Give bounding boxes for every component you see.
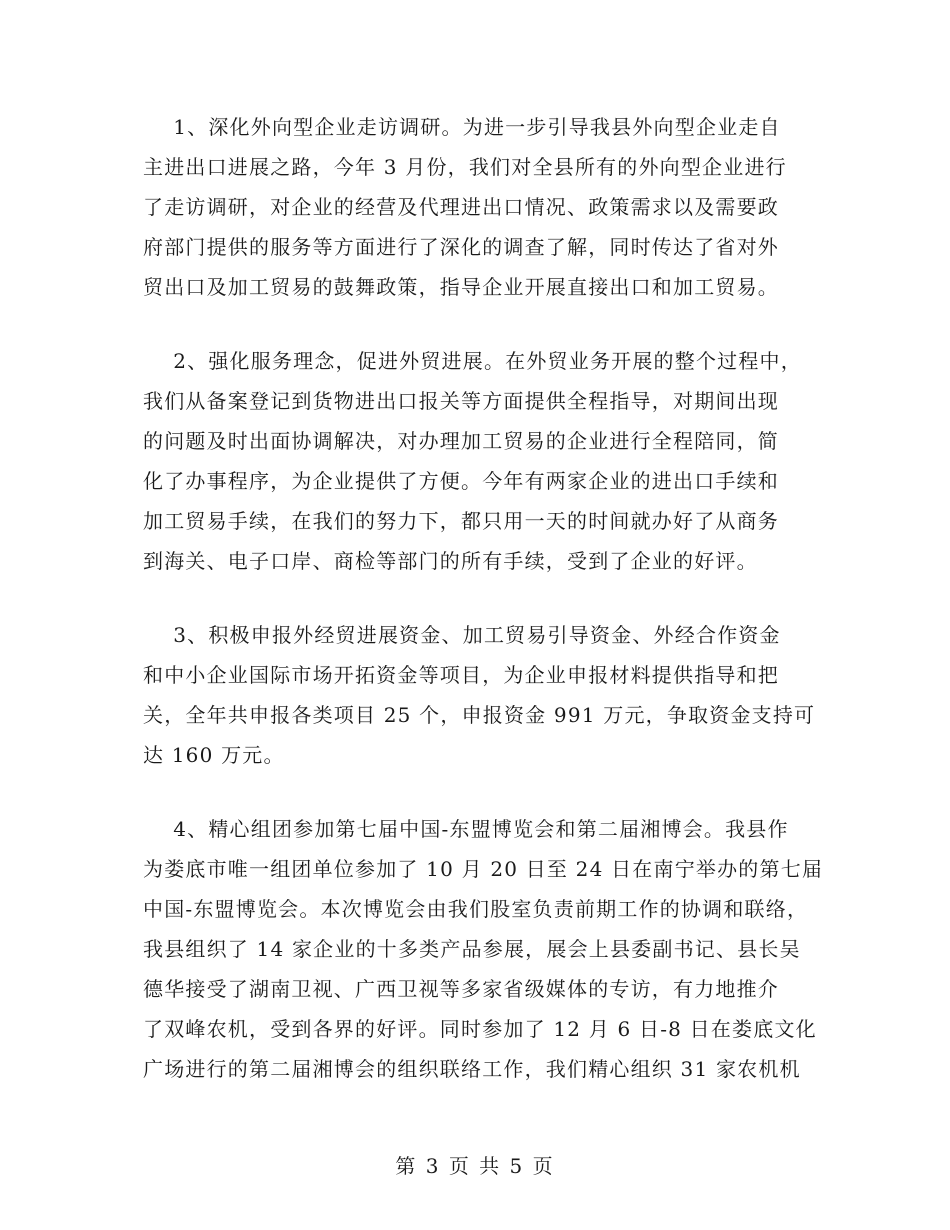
paragraph-line: 1、深化外向型企业走访调研。为进一步引导我县外向型企业走自 [143,115,781,139]
paragraph-line: 4、精心组团参加第七届中国-东盟博览会和第二届湘博会。我县作 [143,817,789,841]
paragraph-line: 了走访调研，对企业的经营及代理进出口情况、政策需求以及需要政 [143,195,779,219]
paragraph-line: 我们从备案登记到货物进出口报关等方面提供全程指导，对期间出现 [143,389,779,413]
paragraph-line: 3、积极申报外经贸进展资金、加工贸易引导资金、外经合作资金 [143,623,781,647]
paragraph-line: 的问题及时出面协调解决，对办理加工贸易的企业进行全程陪同，简 [143,429,779,453]
paragraph-2 [143,341,823,581]
paragraph-line: 化了办事程序，为企业提供了方便。今年有两家企业的进出口手续和 [143,469,779,493]
paragraph-line: 广场进行的第二届湘博会的组织联络工作，我们精心组织 31 家农机机 [143,1057,801,1081]
paragraph-line: 2、强化服务理念，促进外贸进展。在外贸业务开展的整个过程中， [143,349,802,373]
paragraph-line: 加工贸易手续，在我们的努力下，都只用一天的时间就办好了从商务 [143,509,779,533]
paragraph-4 [143,809,823,1089]
paragraph-line: 我县组织了 14 家企业的十多类产品参展，展会上县委副书记、县长吴 [143,937,801,961]
paragraph-line: 中国-东盟博览会。本次博览会由我们股室负责前期工作的协调和联络， [143,897,809,921]
paragraph-line: 府部门提供的服务等方面进行了深化的调查了解，同时传达了省对外 [143,235,779,259]
paragraph-line: 为娄底市唯一组团单位参加了 10 月 20 日至 24 日在南宁举办的第七届 [143,857,824,881]
paragraph-1 [143,107,823,307]
paragraph-line: 达 160 万元。 [143,743,285,767]
page-footer: 第 3 页 共 5 页 [395,1154,555,1178]
paragraph-line: 到海关、电子口岸、商检等部门的所有手续，受到了企业的好评。 [143,549,758,573]
paragraph-3 [143,615,823,775]
paragraph-line: 主进出口进展之路，今年 3 月份，我们对全县所有的外向型企业进行 [143,155,787,179]
paragraph-line: 关，全年共申报各类项目 25 个，申报资金 991 万元，争取资金支持可 [143,703,816,727]
paragraph-line: 了双峰农机，受到各界的好评。同时参加了 12 月 6 日-8 日在娄底文化 [143,1017,817,1041]
paragraph-line: 德华接受了湖南卫视、广西卫视等多家省级媒体的专访，有力地推介 [143,977,779,1001]
paragraph-line: 和中小企业国际市场开拓资金等项目，为企业申报材料提供指导和把 [143,663,779,687]
paragraph-line: 贸出口及加工贸易的鼓舞政策，指导企业开展直接出口和加工贸易。 [143,275,779,299]
